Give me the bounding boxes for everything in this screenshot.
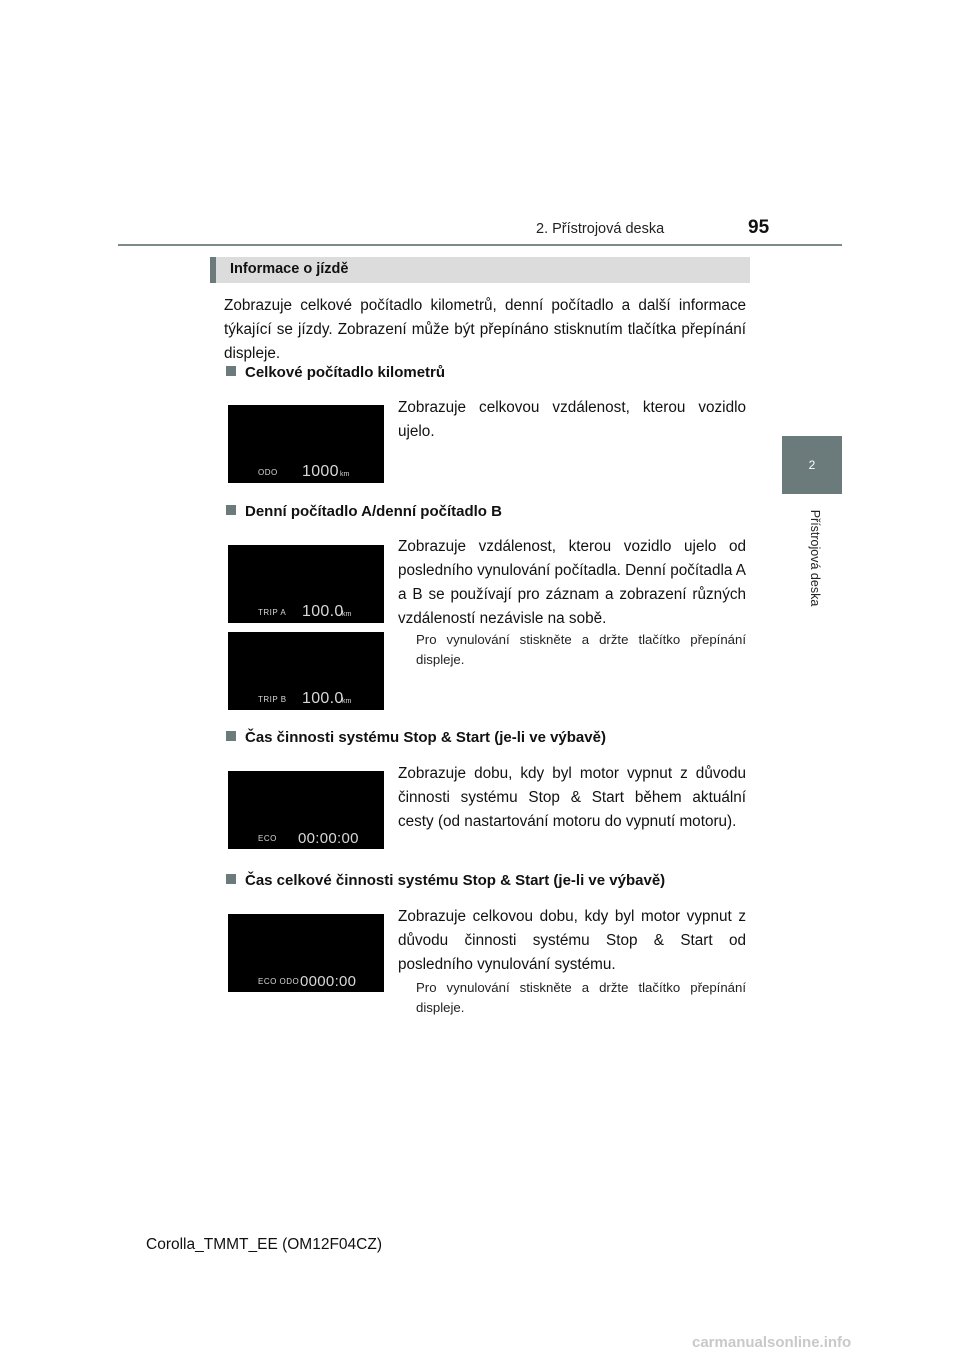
bullet-square-icon [226, 731, 236, 741]
section-intro: Zobrazuje celkové počítadlo kilometrů, denní počítadlo a další informace týkající se jízdy. Zobrazení může být přepínáno stisknutím tlačítka přepínání displeje. [224, 297, 746, 362]
running-header-section: 2. Přístrojová deska [536, 221, 665, 237]
item-heading-trip: Denní počítadlo A/denní počítadlo B [226, 503, 502, 520]
item-description-stop-start-total: Zobrazuje celkovou dobu, kdy byl motor vypnut z důvodu činnosti systému Stop & Start od posledního vynulování systému. [398, 908, 746, 973]
display-unit: km [342, 611, 352, 618]
header-rule [118, 244, 842, 246]
item-description-stop-start: Zobrazuje dobu, kdy byl motor vypnut z důvodu činnosti systému Stop & Start během aktuální cesty (od nastartování motoru do vypnutí motoru). [398, 765, 746, 830]
page-number: 95 [748, 217, 770, 238]
bullet-square-icon [226, 874, 236, 884]
item-heading-stop-start: Čas činnosti systému Stop & Start (je-li ve výbavě) [226, 729, 606, 746]
display-value: 1000 [302, 463, 339, 480]
chapter-tab-label: Přístrojová deska [808, 509, 822, 607]
bullet-square-icon [226, 505, 236, 515]
section-title-bar [210, 257, 750, 283]
display-value: 0000:00 [300, 973, 357, 990]
chapter-tab: 2 [782, 436, 842, 494]
display-label: TRIP A [258, 608, 287, 617]
display-screen-trip-a [228, 545, 384, 623]
display-unit: km [342, 698, 352, 705]
display-screen-trip-b [228, 632, 384, 710]
display-value: 00:00:00 [298, 830, 359, 847]
display-label: TRIP B [258, 695, 287, 704]
display-label: ODO [258, 468, 278, 477]
display-unit: km [340, 471, 350, 478]
display-value: 100.0 [302, 603, 344, 620]
display-screen-odometer [228, 405, 384, 483]
display-label: ECO [258, 834, 277, 843]
item-heading-odometer: Celkové počítadlo kilometrů [226, 364, 445, 381]
display-screen-stop-start-total [228, 914, 384, 992]
display-value: 100.0 [302, 690, 344, 707]
item-heading-stop-start-total: Čas celkové činnosti systému Stop & Start (je-li ve výbavě) [226, 872, 665, 889]
display-label: ECO ODO [258, 977, 300, 986]
item-description-odometer: Zobrazuje celkovou vzdálenost, kterou vozidlo ujelo. [398, 399, 746, 440]
item-description-trip: Zobrazuje vzdálenost, kterou vozidlo ujelo od posledního vynulování počítadla. Denní počítadla A a B se používají pro záznam a zobrazení různých vzdáleností nezávisle na sobě. [398, 538, 746, 627]
bullet-square-icon [226, 366, 236, 376]
item-note-trip: Pro vynulování stiskněte a držte tlačítko přepínání displeje. [416, 632, 746, 667]
footer-model-code: Corolla_TMMT_EE (OM12F04CZ) [146, 1236, 382, 1253]
item-note-stop-start-total: Pro vynulování stiskněte a držte tlačítko přepínání displeje. [416, 980, 746, 1015]
watermark: carmanualsonline.info [692, 1334, 852, 1351]
section-title: Informace o jízdě [230, 261, 349, 277]
display-screen-stop-start [228, 771, 384, 849]
